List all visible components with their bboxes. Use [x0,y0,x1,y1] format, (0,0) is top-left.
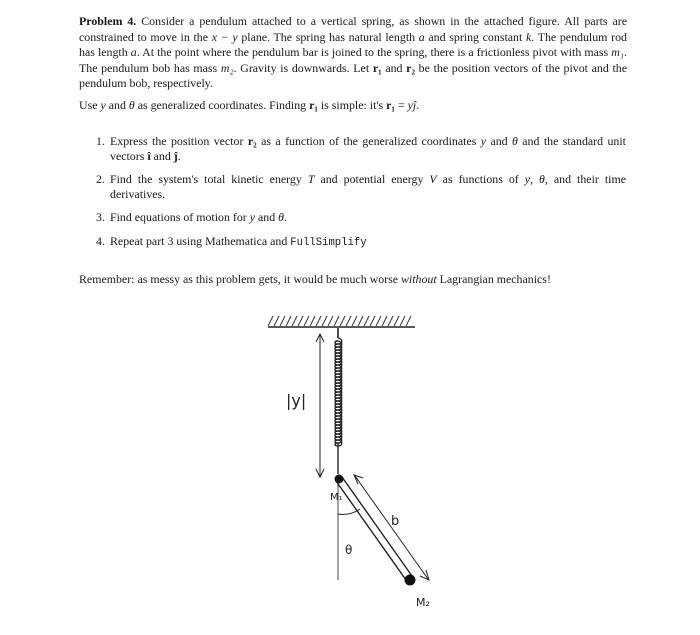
generalized-coordinates-note: Use y and θ as generalized coordinates. Finding r₁ is simple: it's r₁ = yĵ. [79,98,420,112]
bob-mass-m2 [405,575,416,586]
m2-label: M₂ [416,596,430,609]
rod-length-label: b [391,514,400,529]
problem-intro: Problem 4. Consider a pendulum attached to a vertical spring, as shown in the attached figure. All parts are constrained to move in the x − y plane. The spring has natural length a and spring constant k. The pendulum rod has length a. At the point where the pendulum bar is joined to the spring, there is a frictionless pivot with mass m₁. The pendulum bob has mass m₂. Gravity is downwards. Let r₁ and r₂ be the position vectors of the pivot and the pendulum bob, respectively. [79,14,628,90]
y-magnitude-label: |y| [286,391,307,410]
ceiling-hatching [268,316,411,326]
pivot-mass-m1 [335,475,344,484]
pendulum-rod [336,477,412,580]
task-list [96,134,626,251]
theta-label: θ [345,543,353,557]
closing-remark: Remember: as messy as this problem gets, it would be much worse without Lagrangian mechanics! [79,272,551,286]
list-item: 3. Find equations of motion for y and θ. [96,210,287,224]
problem-label: Problem 4. [79,14,137,28]
pendulum-spring-figure [250,308,450,623]
m1-label: M₁ [330,492,343,503]
list-item: 4. Repeat part 3 using Mathematica and FullSimplify [96,234,367,249]
y-dimension-arrow [316,334,324,477]
spring-coil [335,338,342,474]
list-item: 2. Find the system's total kinetic energy T and potential energy V as functions of y, θ, and their time derivatives. [96,172,626,201]
list-item: 1. Express the position vector r₂ as a function of the generalized coordinates y and θ and the standard unit vectors î and ĵ. [96,134,626,163]
